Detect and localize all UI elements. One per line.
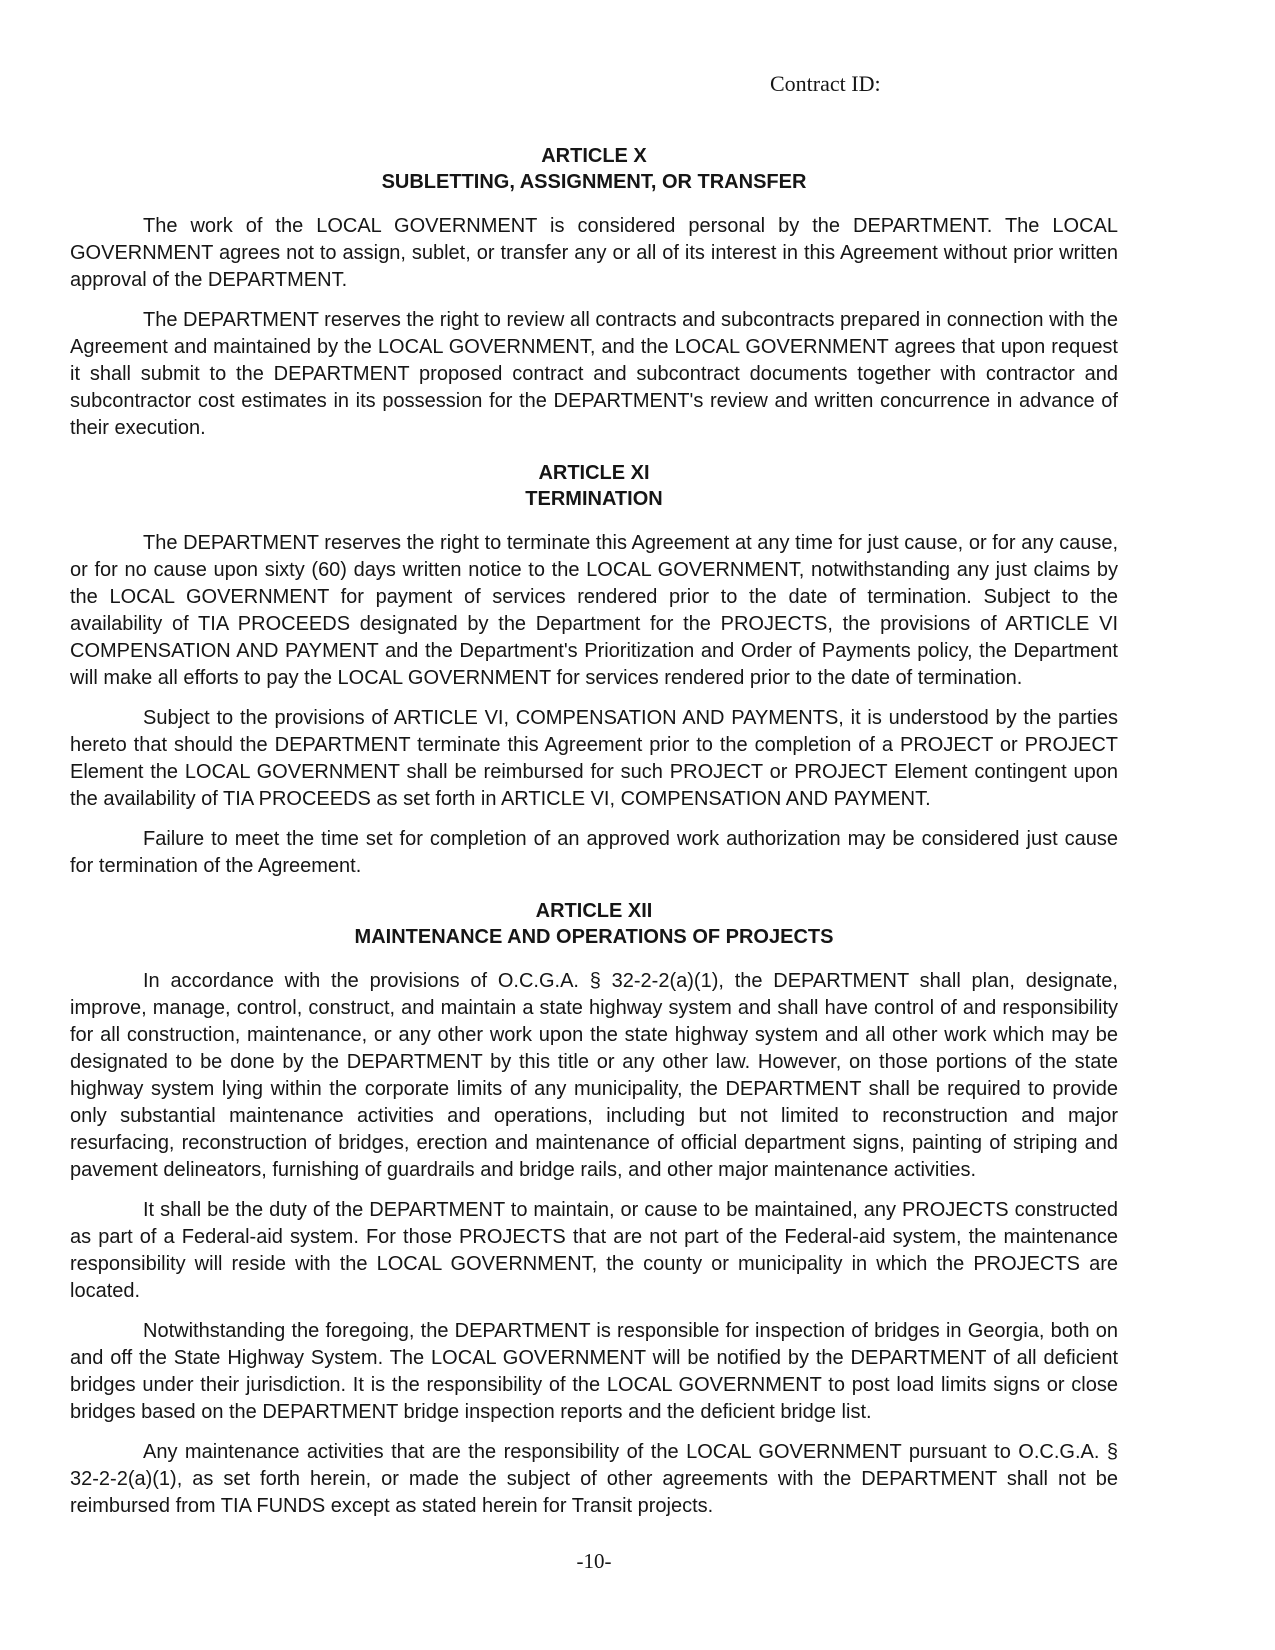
paragraph: Subject to the provisions of ARTICLE VI, COMPENSATION AND PAYMENTS, it is understood by the parties hereto that should the DEPARTMENT terminate this Agreement prior to the completion of a PROJECT or PROJECT Element the LOCAL GOVERNMENT shall be reimbursed for such PROJECT or PROJECT Element contingent upon the availability of TIA PROCEEDS as set forth in ARTICLE VI, COMPENSATION AND PAYMENT. bbox=[70, 707, 1118, 810]
article-x-subtitle: SUBLETTING, ASSIGNMENT, OR TRANSFER bbox=[381, 171, 807, 193]
paragraph: The DEPARTMENT reserves the right to terminate this Agreement at any time for just cause, or for any cause, or for no cause upon sixty (60) days written notice to the LOCAL GOVERNMENT, notwithstanding any just claims by the LOCAL GOVERNMENT for payment of services rendered prior to the date of termination. Subject to the availability of TIA PROCEEDS designated by the Department for the PROJECTS, the provisions of ARTICLE VI COMPENSATION AND PAYMENT and the Department's Prioritization and Order of Payments policy, the Department will make all efforts to pay the LOCAL GOVERNMENT for services rendered prior to the date of termination. bbox=[70, 532, 1118, 689]
article-xii-title: ARTICLE XII bbox=[535, 900, 653, 922]
paragraph: Notwithstanding the foregoing, the DEPARTMENT is responsible for inspection of bridges in Georgia, both on and off the State Highway System. The LOCAL GOVERNMENT will be notified by the DEPARTMENT of all deficient bridges under their jurisdiction. It is the responsibility of the LOCAL GOVERNMENT to post load limits signs or close bridges based on the DEPARTMENT bridge inspection reports and the deficient bridge list. bbox=[70, 1320, 1118, 1423]
paragraph: It shall be the duty of the DEPARTMENT to maintain, or cause to be maintained, any PROJECTS constructed as part of a Federal-aid system. For those PROJECTS that are not part of the Federal-aid system, the maintenance responsibility will reside with the LOCAL GOVERNMENT, the county or municipality in which the PROJECTS are located. bbox=[70, 1199, 1118, 1302]
document-footer bbox=[70, 1548, 1118, 1574]
article-x-heading bbox=[70, 143, 1118, 195]
paragraph: The DEPARTMENT reserves the right to review all contracts and subcontracts prepared in connection with the Agreement and maintained by the LOCAL GOVERNMENT, and the LOCAL GOVERNMENT agrees that upon request it shall submit to the DEPARTMENT proposed contract and subcontract documents together with contractor and subcontractor cost estimates in its possession for the DEPARTMENT's review and written concurrence in advance of their execution. bbox=[70, 309, 1118, 439]
article-xi-subtitle: TERMINATION bbox=[525, 488, 663, 510]
article-x-title: ARTICLE X bbox=[541, 145, 647, 167]
article-xi-heading bbox=[70, 460, 1118, 512]
article-section-xi bbox=[70, 460, 1118, 880]
paragraph: The work of the LOCAL GOVERNMENT is considered personal by the DEPARTMENT. The LOCAL GOVERNMENT agrees not to assign, sublet, or transfer any or all of its interest in this Agreement without prior written approval of the DEPARTMENT. bbox=[70, 215, 1118, 291]
article-section-xii bbox=[70, 898, 1118, 1520]
article-xii-heading bbox=[70, 898, 1118, 950]
page-number: -10- bbox=[576, 1549, 612, 1573]
article-xi-title: ARTICLE XI bbox=[538, 462, 650, 484]
paragraph: Failure to meet the time set for completion of an approved work authorization may be considered just cause for termination of the Agreement. bbox=[70, 828, 1118, 877]
document-header bbox=[70, 70, 1118, 97]
article-section-x bbox=[70, 143, 1118, 442]
contract-id-label: Contract ID: bbox=[770, 71, 881, 96]
paragraph: Any maintenance activities that are the responsibility of the LOCAL GOVERNMENT pursuant to O.C.G.A. § 32-2-2(a)(1), as set forth herein, or made the subject of other agreements with the DEPARTMENT shall not be reimbursed from TIA FUNDS except as stated herein for Transit projects. bbox=[70, 1441, 1118, 1517]
paragraph: In accordance with the provisions of O.C.G.A. § 32-2-2(a)(1), the DEPARTMENT shall plan, designate, improve, manage, control, construct, and maintain a state highway system and shall have control of and responsibility for all construction, maintenance, or any other work upon the state highway system and all other work which may be designated to be done by the DEPARTMENT by this title or any other law. However, on those portions of the state highway system lying within the corporate limits of any municipality, the DEPARTMENT shall be required to provide only substantial maintenance activities and operations, including but not limited to reconstruction and major resurfacing, reconstruction of bridges, erection and maintenance of official department signs, painting of striping and pavement delineators, furnishing of guardrails and bridge rails, and other major maintenance activities. bbox=[70, 970, 1118, 1181]
article-xii-subtitle: MAINTENANCE AND OPERATIONS OF PROJECTS bbox=[354, 926, 834, 948]
